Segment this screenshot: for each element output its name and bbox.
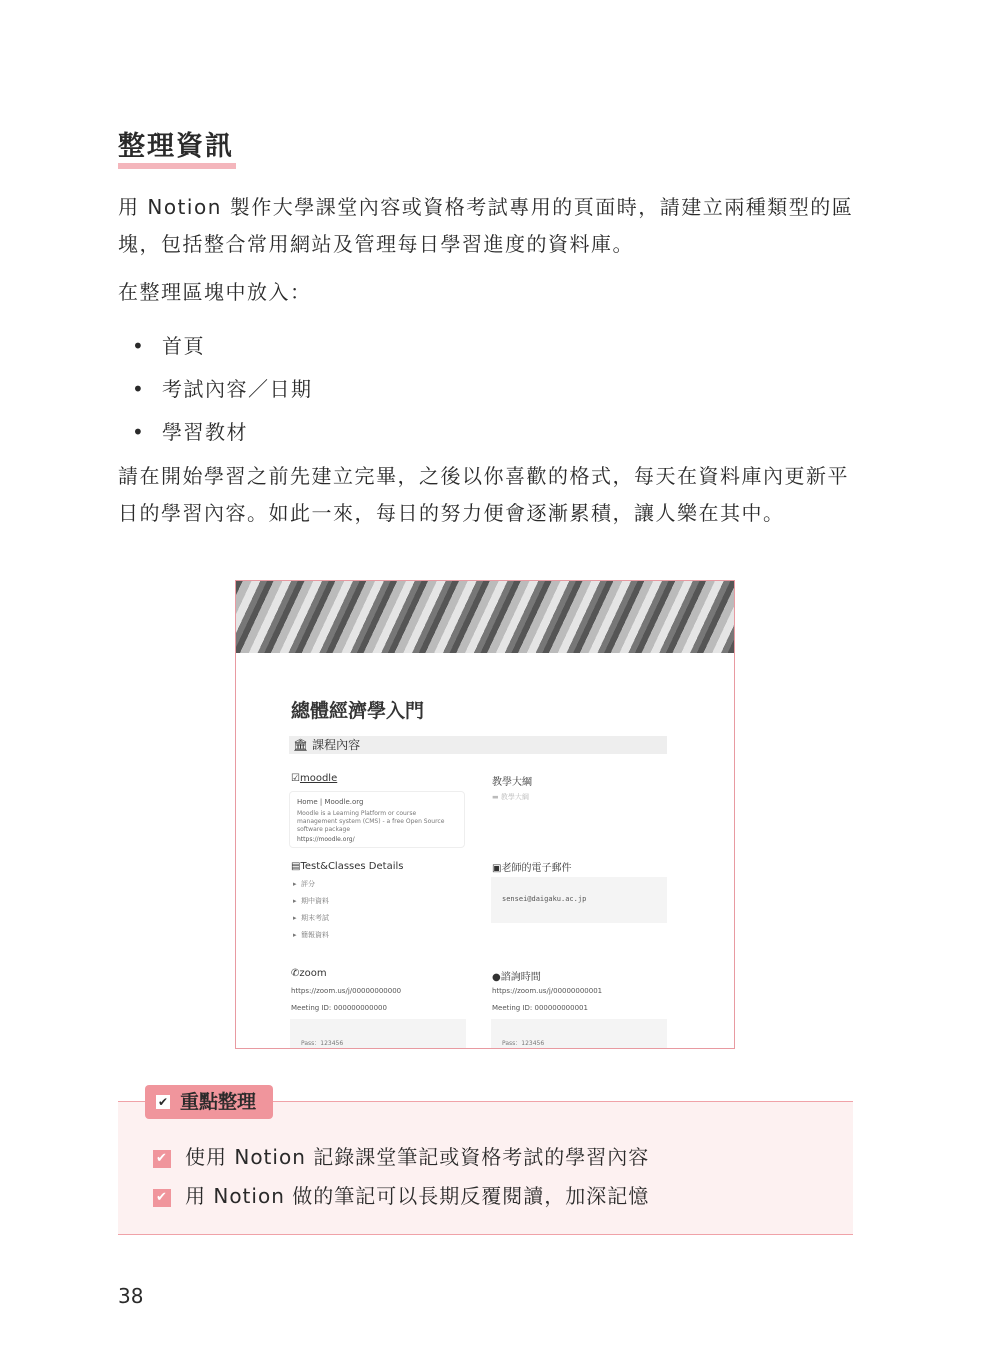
toggle-item: ▸ 期中資料 [293,897,329,905]
syllabus-label: 教學大綱 [492,777,532,788]
key-point: ✔ 用 Notion 做的筆記可以長期反覆閱讀，加深記憶 [153,1180,649,1209]
paragraph-body: 請在開始學習之前先建立完畢，之後以你喜歡的格式，每天在資料庫內更新平日的學習內容。如此一來，每日的努力便會逐漸累積，讓人樂在其中。 [118,464,849,525]
key-point: ✔ 使用 Notion 記錄課堂筆記或資格考試的學習內容 [153,1141,649,1170]
banner-image [236,581,734,653]
zoom-label: ✆zoom [291,968,327,979]
zoom-url: https://zoom.us/j/00000000000 [291,987,402,995]
notion-page-title: 總體經濟學入門 [291,700,425,722]
title-underline [118,163,236,169]
bullet-item: • 考試內容／日期 [132,377,313,401]
checkbox-icon: ✔ [153,1150,171,1168]
checkbox-icon: ✔ [157,1095,169,1109]
details-label: ▤Test&Classes Details [291,861,404,872]
toggle-item: ▸ 評分 [293,880,315,888]
zoom-meeting-id: Meeting ID: 000000000000 [291,1004,387,1012]
folder-icon: ▬ [492,793,499,801]
consult-label: ●諮詢時間 [492,972,541,983]
phone-icon: ✆ [291,968,300,979]
section-header: 🏛 課程內容 [289,736,667,754]
building-icon: 🏛 [293,738,309,752]
page-number: 38 [118,1284,144,1308]
toggle-item: ▸ 期末考試 [293,914,329,922]
toggle-item: ▸ 簡報資料 [293,931,329,939]
table-icon: ▤ [291,861,301,872]
moodle-link: ☑moodle [291,773,338,784]
consult-meeting-id: Meeting ID: 000000000001 [492,1004,588,1012]
checkbox-icon: ☑ [291,773,300,784]
email-value: sensei@daigaku.ac.jp [502,895,587,903]
paragraph-list-intro: 在整理區塊中放入： [118,280,312,304]
mailbox-icon: ▣ [492,863,502,874]
bullet-item: • 學習教材 [132,420,248,444]
syllabus-page: ▬ 教學大綱 [492,793,529,801]
zoom-pass: Pass：123456 [301,1040,344,1047]
key-points-tag: ✔ 重點整理 [145,1085,273,1119]
consult-pass: Pass：123456 [502,1040,545,1047]
section-title: 整理資訊 [118,131,234,162]
bookmark-card: Home | Moodle.org Moodle is a Learning Platform or course management system (CMS) - a free Open Source software package https://moodle.org/ [289,791,465,848]
email-label: ▣老師的電子郵件 [492,863,572,874]
speech-icon: ● [492,972,501,983]
bullet-item: • 首頁 [132,334,205,358]
consult-url: https://zoom.us/j/00000000001 [492,987,603,995]
notion-screenshot [235,580,735,1049]
checkbox-icon: ✔ [153,1189,171,1207]
paragraph-intro: 用 Notion 製作大學課堂內容或資格考試專用的頁面時，請建立兩種類型的區塊，包括整合常用網站及管理每日學習進度的資料庫。 [118,195,854,256]
